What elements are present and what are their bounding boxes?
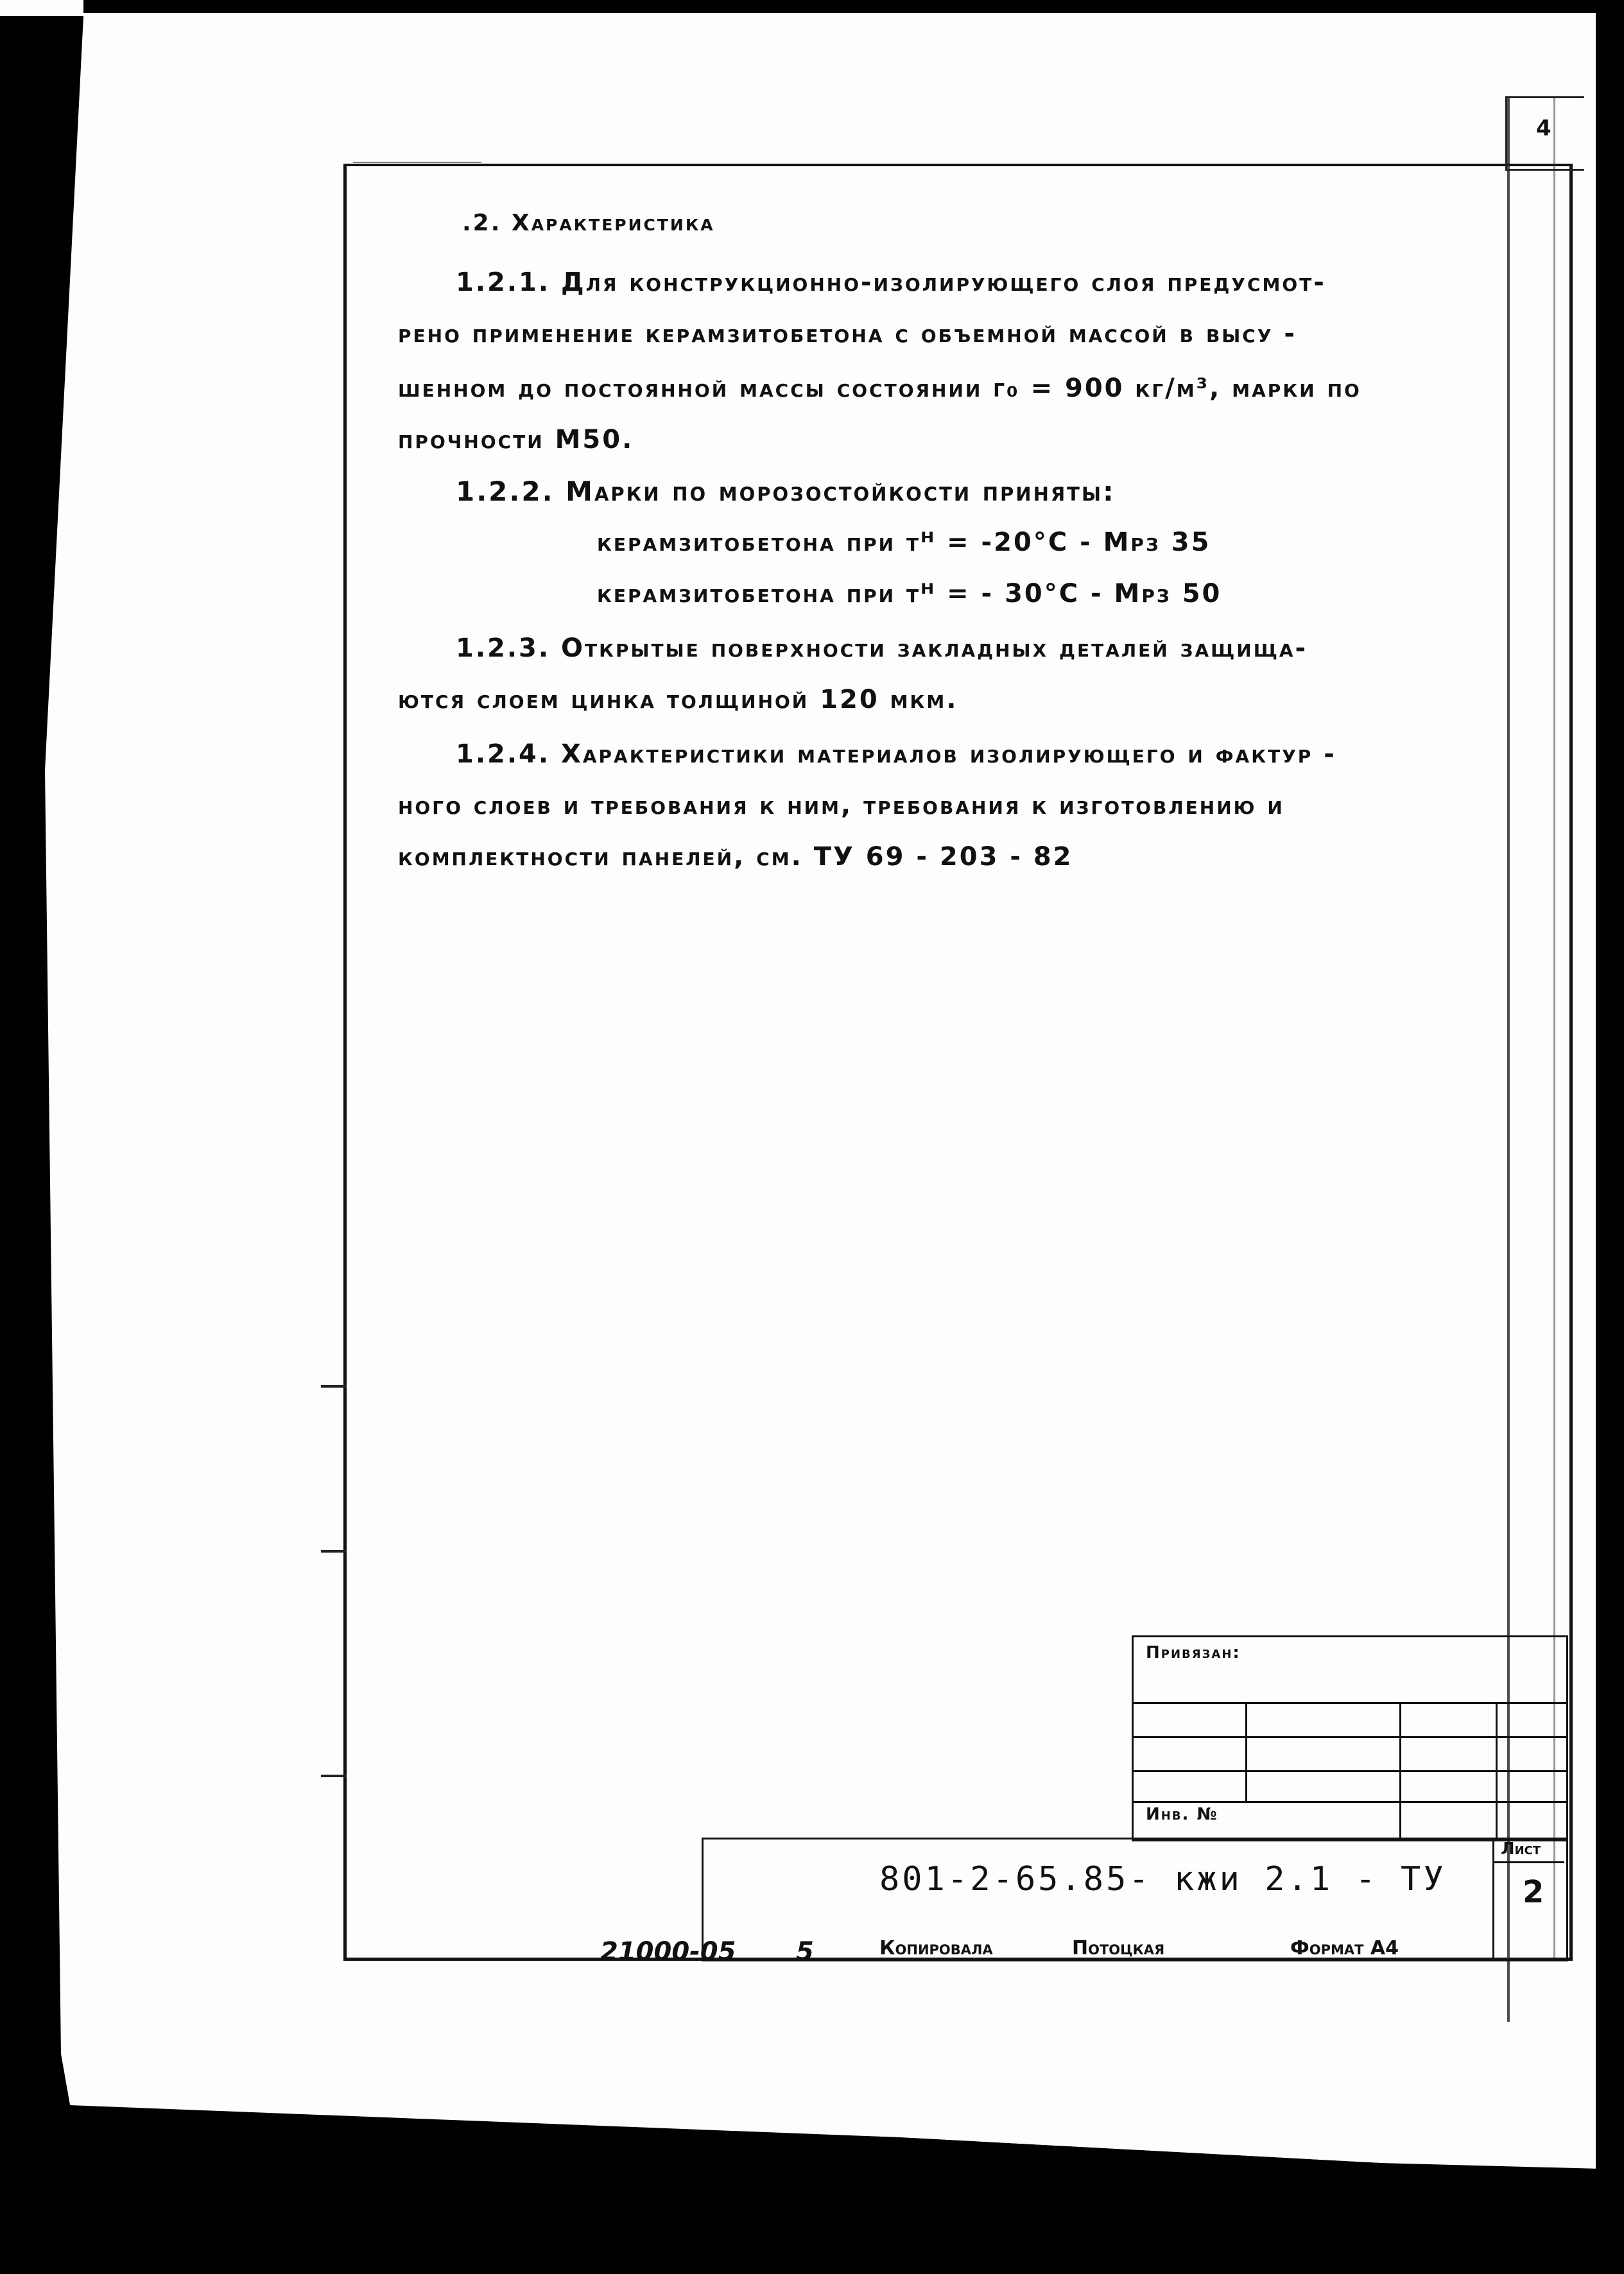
sheet-corner-number: 4	[1536, 116, 1551, 141]
sheet-label: Лист	[1501, 1839, 1541, 1859]
section-heading: .2. Характеристика	[462, 210, 715, 236]
scan-border-right	[1596, 0, 1624, 2274]
para-1-line-1: 1.2.1. Для конструкционно-изолирующего слоя предусмот-	[456, 268, 1326, 297]
privyazan-col-line	[1245, 1702, 1247, 1801]
document-code: 801-2-65.85- кжи 2.1 - ТУ	[879, 1860, 1446, 1899]
para-3-line-1: 1.2.3. Открытые поверхности закладных деталей защища-	[456, 633, 1308, 663]
privyazan-row-line	[1132, 1770, 1566, 1772]
para-1-line-4: прочности М50.	[398, 425, 634, 454]
privyazan-row-line	[1132, 1736, 1566, 1738]
copier-name: Потоцкая	[1072, 1937, 1165, 1960]
stamp-sheet-divider	[1492, 1838, 1494, 1960]
para-2-line-1: 1.2.2. Марки по морозостойкости приняты:	[456, 476, 1116, 507]
para-1-line-3: шенном до постоянной массы состоянии γ₀ = 900 кг/м³, марки по	[398, 374, 1361, 403]
privyazan-row-line	[1132, 1801, 1566, 1803]
scan-border-top	[83, 0, 1624, 13]
para-3-line-2: ются слоем цинка толщиной 120 мкм.	[398, 685, 958, 714]
inv-number-label: Инв. №	[1146, 1805, 1218, 1824]
privyazan-col-line	[1496, 1702, 1498, 1838]
privyazan-col-line	[1399, 1702, 1401, 1838]
privyazan-label: Привязан:	[1146, 1643, 1241, 1662]
order-number: 21000-05	[600, 1937, 736, 1967]
format-label: Формат А4	[1290, 1937, 1399, 1960]
para-2-line-2: керамзитобетона при tᴴ = -20°С - Мрз 35	[597, 528, 1211, 557]
para-4-line-3: комплектности панелей, см. ТУ 69 - 203 - 82	[398, 842, 1073, 872]
para-2-line-3: керамзитобетона при tᴴ = - 30°С - Мрз 50	[597, 579, 1222, 608]
drawing-frame-top	[343, 164, 1573, 166]
para-4-line-1: 1.2.4. Характеристики материалов изолирующего и фактур -	[456, 739, 1336, 769]
copy-number: 5	[796, 1937, 814, 1967]
privyazan-row-line	[1132, 1702, 1566, 1704]
sheet-number: 2	[1523, 1874, 1544, 1910]
copied-label: Копировала	[879, 1937, 993, 1960]
stamp-sheet-label-line	[1492, 1861, 1564, 1863]
para-1-line-2: рено применение керамзитобетона с объемной массой в высу -	[398, 319, 1297, 349]
para-4-line-2: ного слоев и требования к ним, требования к изготовлению и	[398, 791, 1284, 820]
stray-line	[353, 162, 481, 163]
